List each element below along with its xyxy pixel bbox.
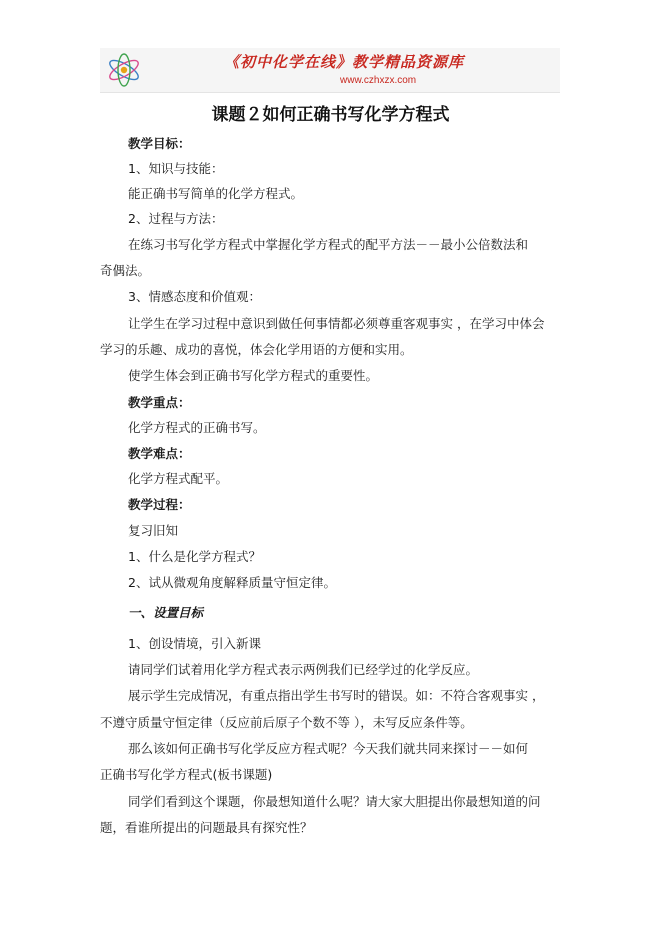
text-line: 能正确书写简单的化学方程式。 [128, 186, 304, 201]
text-line: 化学方程式配平。 [128, 471, 229, 486]
text-line: 使学生体会到正确书写化学方程式的重要性。 [128, 368, 379, 383]
text-line: 让学生在学习过程中意识到做任何事情都必须尊重客观事实 ，在学习中体会 [128, 316, 545, 331]
text-line: 奇偶法。 [100, 263, 151, 278]
text-line: 学习的乐趣、成功的喜悦，体会化学用语的方便和实用。 [100, 342, 413, 357]
banner-title: 《初中化学在线》教学精品资源库 [224, 53, 465, 71]
text-line: 在练习书写化学方程式中掌握化学方程式的配平方法－－最小公倍数法和 [128, 237, 529, 252]
text-line: 那么该如何正确书写化学反应方程式呢？今天我们就共同来探讨－－如何 [128, 741, 529, 756]
text-line: 题，看谁所提出的问题最具有探究性？ [100, 820, 313, 835]
section-heading-process: 教学过程： [128, 497, 191, 512]
text-line: 不遵守质量守恒定律（反应前后原子个数不等 ），未写反应条件等。 [100, 715, 473, 730]
section-heading-key-points: 教学重点： [128, 395, 191, 410]
section-heading-difficulties: 教学难点： [128, 446, 191, 461]
banner-url: www.czhxzx.com [340, 75, 417, 86]
section-heading-set-goals: 一、设置目标 [128, 605, 204, 620]
text-line: 2、过程与方法： [128, 211, 224, 226]
section-heading-objectives: 教学目标： [128, 136, 191, 151]
text-line: 同学们看到这个课题，你最想知道什么呢？请大家大胆提出你最想知道的问 [128, 794, 541, 809]
text-line: 1、创设情境，引入新课 [128, 636, 261, 651]
text-line: 1、知识与技能： [128, 161, 224, 176]
text-line: 正确书写化学方程式(板书课题) [100, 767, 273, 782]
page-title: 课题２如何正确书写化学方程式 [211, 105, 450, 125]
text-line: 化学方程式的正确书写。 [128, 420, 266, 435]
text-line: 请同学们试着用化学方程式表示两例我们已经学过的化学反应。 [128, 662, 479, 677]
header-banner [100, 48, 560, 93]
text-line: 1、什么是化学方程式？ [128, 549, 261, 564]
atom-icon [104, 51, 144, 89]
text-line: 3、情感态度和价值观： [128, 289, 261, 304]
text-line: 2、试从微观角度解释质量守恒定律。 [128, 575, 336, 590]
text-line: 展示学生完成情况，有重点指出学生书写时的错误。如：不符合客观事实 ， [128, 688, 545, 703]
text-line: 复习旧知 [128, 523, 179, 538]
